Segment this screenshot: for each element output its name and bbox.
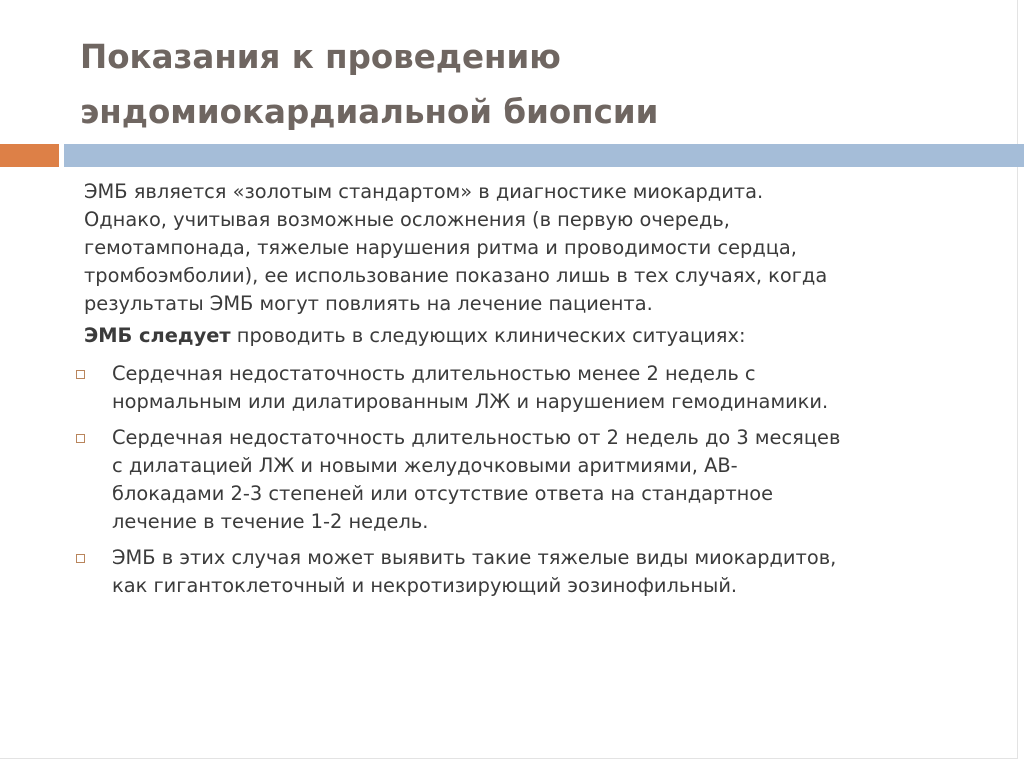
intro-line: Однако, учитывая возможные осложнения (в первую очередь,: [84, 208, 730, 231]
square-bullet-icon: [76, 434, 85, 443]
list-item-line: Сердечная недостаточность длительностью менее 2 недель с: [112, 362, 756, 385]
square-bullet-icon: [76, 554, 85, 563]
lead-bold-text: ЭМБ следует: [84, 324, 231, 347]
intro-line: результаты ЭМБ могут повлиять на лечение пациента.: [84, 292, 653, 315]
list-item: [76, 544, 988, 600]
title-divider-bar: [64, 144, 1024, 167]
lead-paragraph: [78, 322, 988, 350]
title-line-1: Показания к проведению: [80, 38, 561, 76]
intro-line: гемотампонада, тяжелые нарушения ритма и проводимости сердца,: [84, 236, 797, 259]
list-item-line: ЭМБ в этих случая может выявить такие тяжелые виды миокардитов,: [112, 546, 837, 569]
slide-title: [80, 30, 980, 140]
indications-list: [78, 360, 988, 600]
title-line-2: эндомиокардиальной биопсии: [80, 93, 659, 131]
intro-line: ЭМБ является «золотым стандартом» в диагностике миокардита.: [84, 180, 764, 203]
accent-bar: [0, 144, 59, 167]
list-item-line: нормальным или дилатированным ЛЖ и нарушением гемодинамики.: [112, 390, 829, 413]
list-item-line: блокадами 2-3 степеней или отсутствие ответа на стандартное: [112, 482, 774, 505]
list-item-line: Сердечная недостаточность длительностью от 2 недель до 3 месяцев: [112, 426, 841, 449]
slide-body: [78, 178, 988, 608]
intro-line: тромбоэмболии), ее использование показано лишь в тех случаях, когда: [84, 264, 828, 287]
list-item-line: с дилатацией ЛЖ и новыми желудочковыми аритмиями, АВ-: [112, 454, 738, 477]
list-item: [76, 360, 988, 416]
list-item: [76, 424, 988, 536]
lead-rest-text: проводить в следующих клинических ситуациях:: [230, 324, 746, 347]
list-item-line: лечение в течение 1-2 недель.: [112, 510, 429, 533]
list-item-line: как гигантоклеточный и некротизирующий эозинофильный.: [112, 574, 738, 597]
square-bullet-icon: [76, 370, 85, 379]
intro-paragraph: [78, 178, 988, 318]
